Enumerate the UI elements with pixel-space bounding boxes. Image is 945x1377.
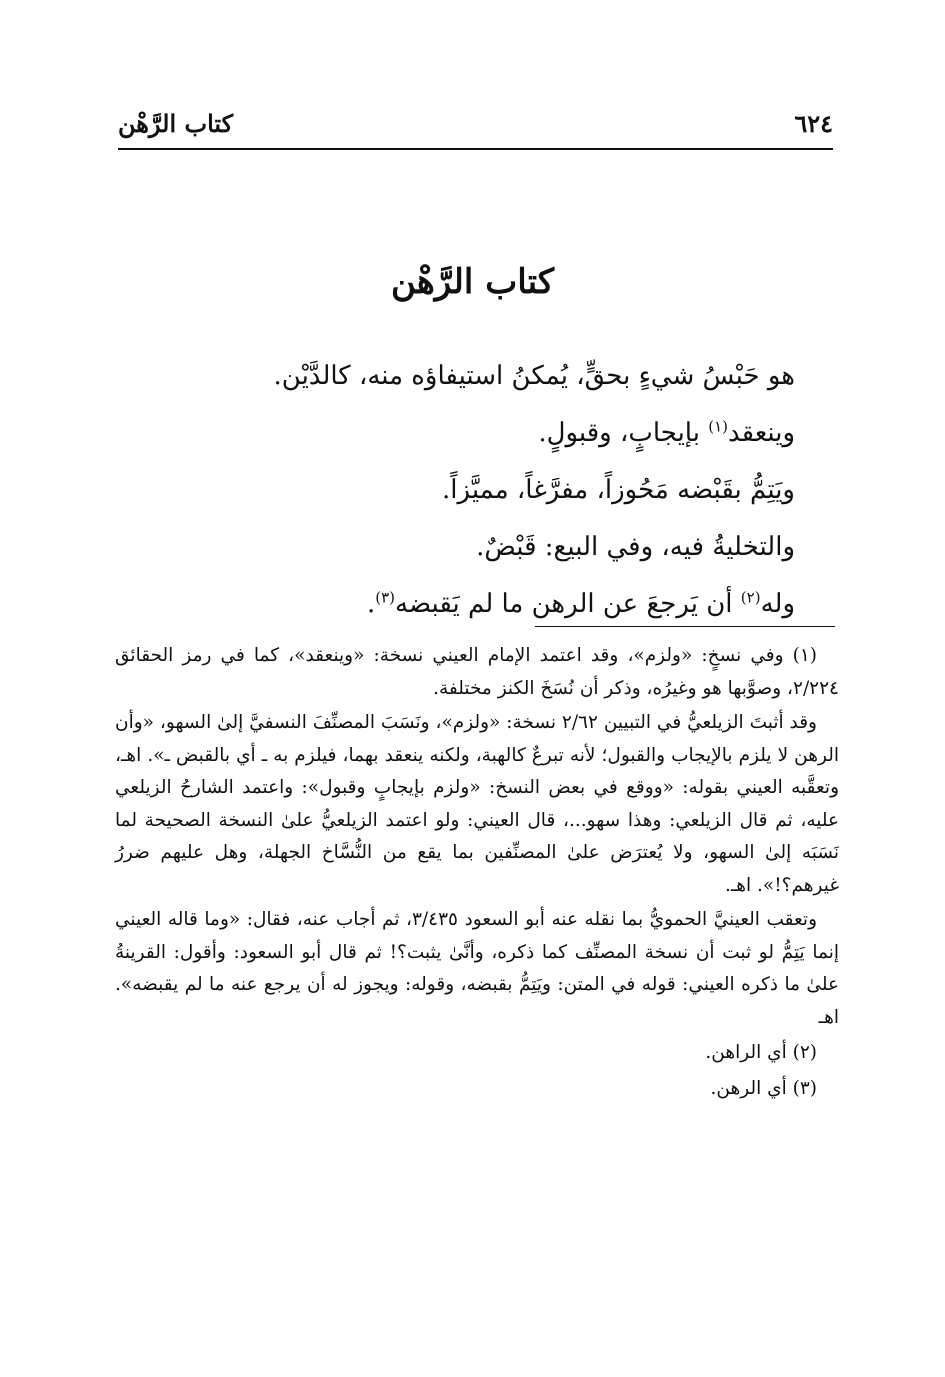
main-text-line-2-start: وينعقد bbox=[728, 418, 795, 448]
footnote-3: (٣) أي الرهن. bbox=[710, 1077, 817, 1099]
main-text-line-5-middle: أن يَرجعَ عن الرهن ما لم يَقبضه bbox=[395, 589, 741, 619]
main-text bbox=[235, 348, 795, 633]
footnote-marker-1: (١) bbox=[708, 417, 729, 436]
footnotes bbox=[115, 640, 839, 1107]
main-text-line-3 bbox=[235, 462, 795, 519]
footnote-marker-3: (٣) bbox=[375, 588, 396, 607]
main-text-line-5 bbox=[235, 576, 795, 633]
main-text-line-2-end: بإيجابٍ، وقبولٍ. bbox=[538, 418, 709, 448]
footnote-2: (٢) أي الراهن. bbox=[705, 1042, 817, 1063]
footnote-1-paragraph-1: (١) وفي نسخٍ: «ولزم»، وقد اعتمد الإمام العيني نسخة: «وينعقد»، كما في رمز الحقائق ٢/٢٢٤، وصوَّبها هو وغيرُه، وذكر أن نُسَخَ الكنز مختلفة. bbox=[115, 645, 839, 699]
footnote-separator bbox=[535, 626, 835, 627]
page-number: ٦٢٤ bbox=[794, 109, 833, 138]
page-header bbox=[118, 92, 833, 150]
main-text-line-1 bbox=[235, 348, 795, 405]
footnote-1-paragraph-3: وتعقب العينيَّ الحمويُّ بما نقله عنه أبو السعود ٣/٤٣٥، ثم أجاب عنه، فقال: «وما قاله العيني إنما يَتِمُّ لو ثبت أن نسخة المصنِّف كما ذكره، وأنَّىٰ يثبت؟! ثم قال أبو السعود: وأقول: القرينةُ علىٰ ما ذكره العيني: قوله في المتن: ويَتِمُّ بقبضه، وقوله: ويجوز له أن يرجع عنه ما لم يقبضه». اهـ bbox=[115, 909, 839, 1028]
main-text-line-3-text: ويَتِمُّ بقَبْضه مَحُوزاً، مفرَّغاً، مميَّزاً. bbox=[441, 475, 795, 505]
footnote-1-paragraph-2: وقد أثبتَ الزيلعيُّ في التبيين ٢/٦٢ نسخة: «ولزم»، ونَسَبَ المصنِّفَ النسفيَّ إلىٰ السهو، «وأن الرهن لا يلزم بالإيجاب والقبول؛ لأنه تبرعٌ كالهبة، ولكنه ينعقد بهما، فيلزم به ـ أي بالقبض ـ». اهـ، وتعقَّبه العيني بقوله: «ووقع في بعض النسخ: «ولزم بإيجابٍ وقبول»: واعتمد الشارحُ الزيلعي عليه، ثم قال الزيلعي: وهذا سهو...، قال العيني: ولو اعتمد الزيلعيُّ علىٰ النسخة الصحيحة لما نَسَبَه إلىٰ السهو، ولا يُعترَض علىٰ المصنِّفين بما يقع من النُّسَّاخ الجهلة، وهل عليهم ضررُ غيرهم؟!». اهـ. bbox=[115, 712, 839, 896]
main-text-line-2 bbox=[235, 405, 795, 462]
chapter-title: كتاب الرَّهْن bbox=[390, 262, 555, 302]
main-text-line-1-text: هو حَبْسُ شيءٍ بحقٍّ، يُمكنُ استيفاؤه منه، كالدَّيْن. bbox=[273, 361, 795, 391]
main-text-line-5-start: وله bbox=[760, 589, 795, 619]
main-text-line-4 bbox=[235, 519, 795, 576]
main-text-line-4-text: والتخليةُ فيه، وفي البيع: قَبْضٌ. bbox=[476, 532, 795, 562]
main-text-line-5-end: . bbox=[366, 589, 376, 619]
running-title: كتاب الرَّهْن bbox=[118, 109, 234, 138]
footnote-marker-2: (٢) bbox=[740, 588, 761, 607]
